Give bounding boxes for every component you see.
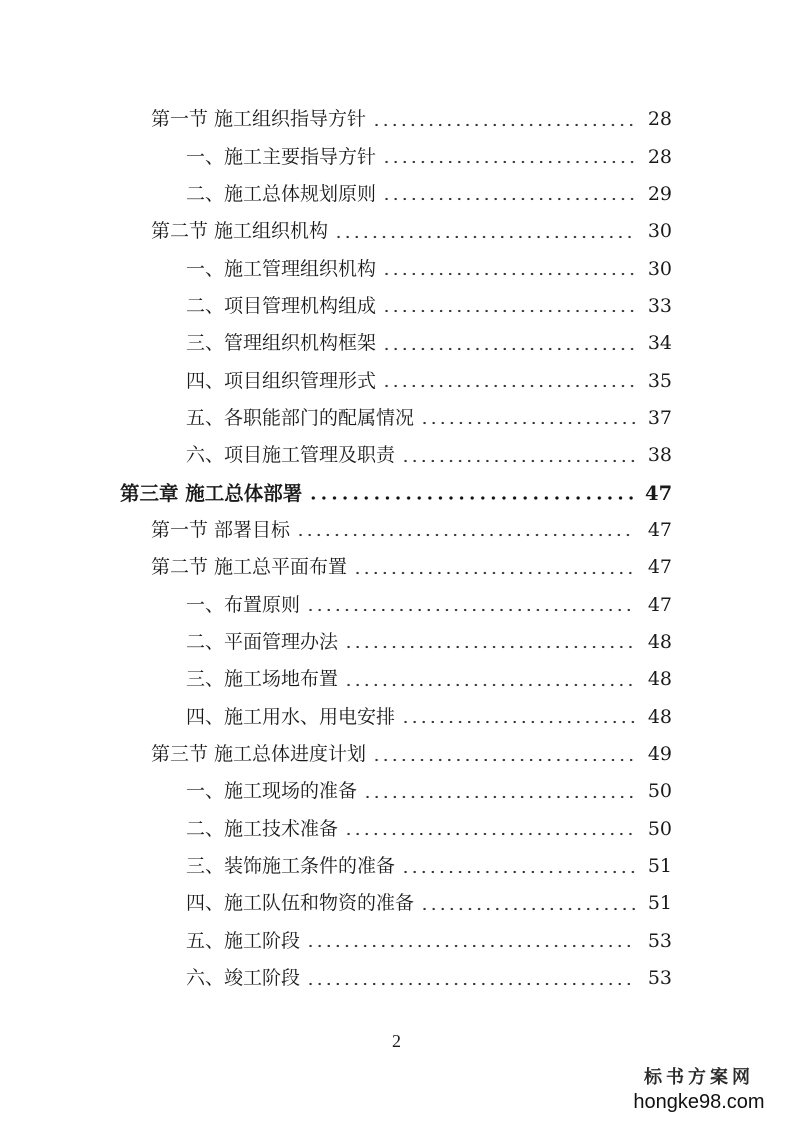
dot-leader [344, 832, 635, 836]
dot-leader [420, 421, 635, 425]
toc-entry-section[interactable] [0, 101, 793, 138]
watermark-url: hongke98.com [633, 1091, 765, 1113]
toc-entry-title: 四、项目组织管理形式 [186, 369, 377, 392]
toc-entry-item[interactable] [0, 661, 793, 698]
dot-leader [363, 795, 635, 799]
toc-entry-item[interactable] [0, 586, 793, 623]
table-of-contents [0, 101, 793, 997]
toc-entry-section[interactable] [0, 512, 793, 549]
toc-entry-item[interactable] [0, 923, 793, 960]
toc-entry-page: 47 [647, 593, 672, 616]
toc-entry-page: 37 [647, 406, 672, 429]
dot-leader [344, 645, 635, 649]
dot-leader [296, 533, 635, 537]
toc-entry-section[interactable] [0, 549, 793, 586]
toc-entry-page: 50 [647, 780, 672, 803]
toc-entry-title: 二、项目管理机构组成 [186, 294, 377, 317]
dot-leader [382, 347, 635, 351]
toc-entry-title: 第三节 施工总体进度计划 [151, 743, 367, 766]
toc-entry-title: 二、施工技术准备 [186, 817, 339, 840]
page-number: 2 [392, 1031, 401, 1051]
toc-entry-page: 48 [647, 668, 672, 691]
toc-entry-item[interactable] [0, 288, 793, 325]
toc-entry-title: 一、布置原则 [186, 593, 301, 616]
toc-entry-item[interactable] [0, 811, 793, 848]
watermark-logo [619, 1066, 779, 1114]
toc-entry-page: 28 [647, 108, 672, 131]
toc-entry-title: 一、施工现场的准备 [186, 780, 358, 803]
toc-entry-page: 34 [647, 332, 672, 355]
toc-entry-title: 一、施工管理组织机构 [186, 257, 377, 280]
toc-entry-page: 51 [647, 892, 672, 915]
dot-leader [344, 683, 635, 687]
toc-entry-page: 47 [645, 481, 673, 505]
toc-entry-chapter[interactable] [0, 474, 793, 511]
toc-entry-item[interactable] [0, 848, 793, 885]
dot-leader [420, 907, 635, 911]
dot-leader [382, 272, 635, 276]
dot-leader [401, 870, 635, 874]
toc-entry-title: 一、施工主要指导方针 [186, 145, 377, 168]
dot-leader [382, 309, 635, 313]
toc-entry-item[interactable] [0, 400, 793, 437]
toc-entry-page: 30 [647, 220, 672, 243]
toc-entry-title: 二、平面管理办法 [186, 630, 339, 653]
toc-entry-title: 三、装饰施工条件的准备 [186, 855, 396, 878]
toc-entry-title: 四、施工队伍和物资的准备 [186, 892, 415, 915]
toc-entry-item[interactable] [0, 362, 793, 399]
toc-entry-item[interactable] [0, 773, 793, 810]
dot-leader [382, 160, 635, 164]
dot-leader [353, 571, 635, 575]
toc-entry-item[interactable] [0, 624, 793, 661]
toc-entry-item[interactable] [0, 325, 793, 362]
toc-entry-title: 第二节 施工组织机构 [151, 220, 329, 243]
dot-leader [306, 608, 635, 612]
toc-entry-title: 第一节 施工组织指导方针 [151, 108, 367, 131]
toc-entry-page: 48 [647, 630, 672, 653]
toc-entry-item[interactable] [0, 250, 793, 287]
toc-entry-page: 50 [647, 817, 672, 840]
toc-entry-page: 47 [647, 556, 672, 579]
toc-entry-section[interactable] [0, 736, 793, 773]
dot-leader [372, 758, 635, 762]
toc-entry-page: 51 [647, 855, 672, 878]
toc-entry-page: 29 [647, 182, 672, 205]
toc-entry-item[interactable] [0, 437, 793, 474]
toc-entry-page: 47 [647, 518, 672, 541]
dot-leader [306, 944, 635, 948]
dot-leader [306, 982, 635, 986]
toc-entry-item[interactable] [0, 960, 793, 997]
toc-entry-title: 三、管理组织机构框架 [186, 332, 377, 355]
toc-entry-page: 33 [647, 294, 672, 317]
toc-entry-page: 48 [647, 705, 672, 728]
toc-entry-title: 六、竣工阶段 [186, 967, 301, 990]
toc-entry-title: 二、施工总体规划原则 [186, 182, 377, 205]
dot-leader [308, 496, 635, 500]
dot-leader [372, 123, 635, 127]
toc-entry-item[interactable] [0, 885, 793, 922]
toc-entry-page: 28 [647, 145, 672, 168]
toc-entry-title: 三、施工场地布置 [186, 668, 339, 691]
toc-entry-page: 53 [647, 929, 672, 952]
dot-leader [401, 720, 635, 724]
toc-entry-page: 38 [647, 444, 672, 467]
dot-leader [401, 459, 635, 463]
toc-entry-title: 六、项目施工管理及职责 [186, 444, 396, 467]
toc-entry-title: 第三章 施工总体部署 [120, 481, 303, 505]
toc-entry-item[interactable] [0, 176, 793, 213]
toc-entry-item[interactable] [0, 699, 793, 736]
toc-entry-title: 第二节 施工总平面布置 [151, 556, 348, 579]
toc-entry-page: 35 [647, 369, 672, 392]
dot-leader [334, 235, 635, 239]
toc-entry-title: 第一节 部署目标 [151, 518, 291, 541]
toc-entry-title: 五、各职能部门的配属情况 [186, 406, 415, 429]
toc-entry-title: 五、施工阶段 [186, 929, 301, 952]
toc-entry-page: 49 [647, 743, 672, 766]
toc-entry-page: 30 [647, 257, 672, 280]
watermark-title: 标书方案网 [644, 1067, 754, 1088]
toc-entry-item[interactable] [0, 138, 793, 175]
dot-leader [382, 384, 635, 388]
toc-entry-page: 53 [647, 967, 672, 990]
dot-leader [382, 197, 635, 201]
toc-entry-title: 四、施工用水、用电安排 [186, 705, 396, 728]
toc-entry-section[interactable] [0, 213, 793, 250]
